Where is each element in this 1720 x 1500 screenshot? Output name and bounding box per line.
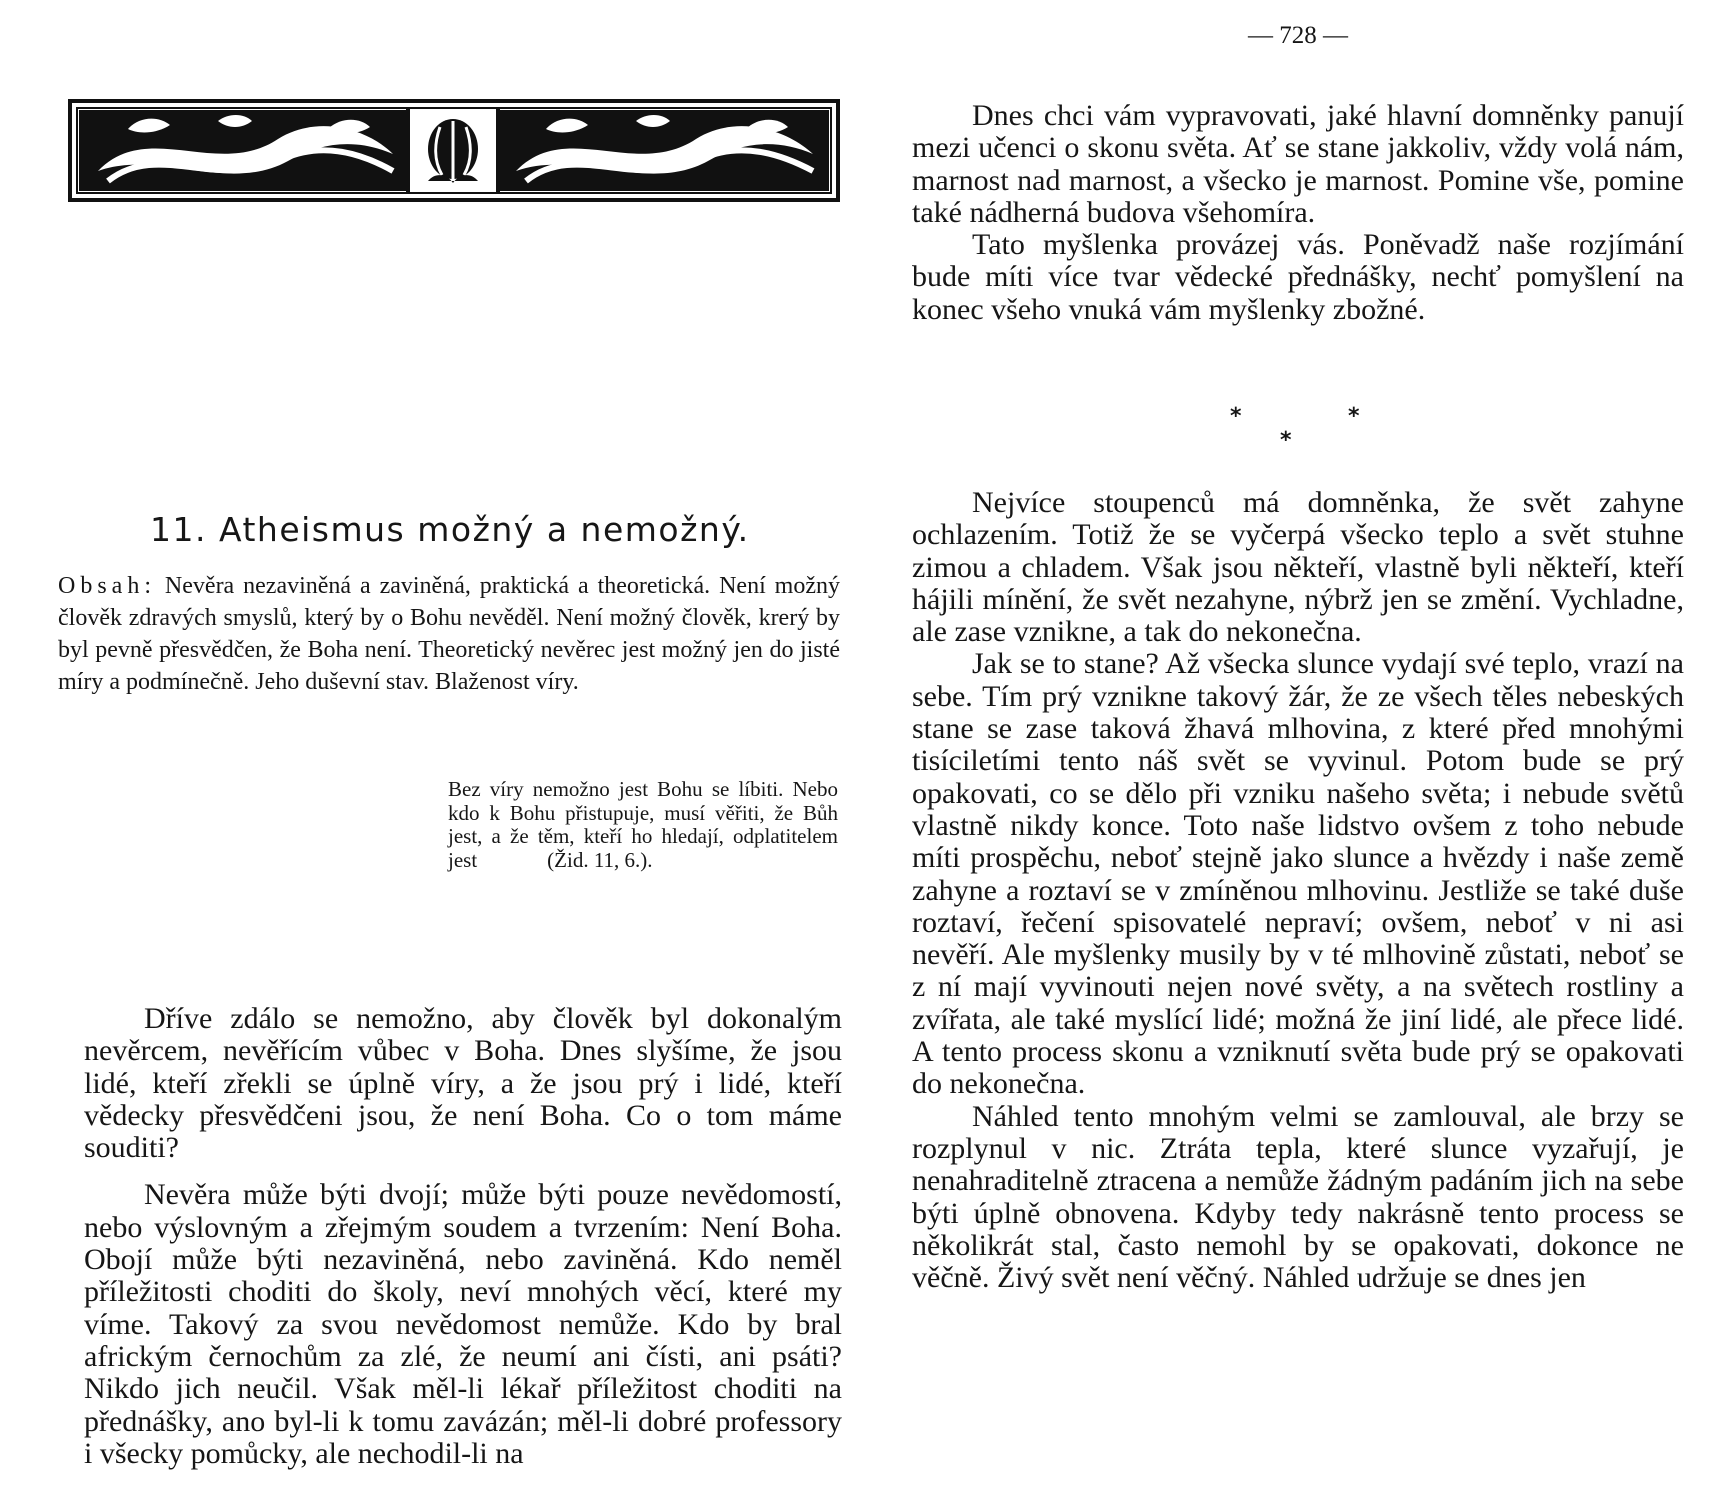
- ornament-right-panel: [500, 110, 829, 191]
- right-column-body: [912, 487, 1684, 1294]
- summary-text: Nevěra nezaviněná a zaviněná, praktická a theoretická. Není možný člověk zdravých smyslů, který by o Bohu nevěděl. Není možný člověk, krerý by byl pevně přesvědčen, že Boha není. Theoretický nevěrec jest možný jen do jisté míry a podmínečně. Jeho duševní stav. Blaženost víry.: [58, 573, 840, 695]
- chapter-title: 11. Atheismus možný a nemožný.: [150, 510, 750, 549]
- summary-label: Obsah:: [58, 573, 156, 599]
- decorative-header-ornament: [68, 99, 840, 202]
- ornament-center-panel: [408, 108, 498, 193]
- body-paragraph: Jak se to stane? Až všecka slunce vydají své teplo, vrazí na sebe. Tím prý vznikne takový žár, že ze všech těles nebeských stane se zase taková žhavá mlhovina, z které před mnohými tisíciletími tento náš svět se vyvinul. Potom bude se prý opakovati, co se dělo při vzniku našeho světa; i nebude světů vlastně nikdy konce. Toto naše lidstvo ovšem z toho nebude míti prospěchu, neboť stejně jako slunce a hvězdy i naše země zahyne a roztaví se v zmíněnou mlhovinu. Jestliže se také duše roztaví, řečení spisovatelé nepraví; ovšem, neboť v ni asi nevěří. Ale myšlenky musily by v té mlhovině zůstati, neboť se z ní mají vyvinouti nejen nové světy, a na světech rostliny a zvířata, ale také myslící lidé; možná že jiní lidé, ale přece lidé. A tento process skonu a vzniknutí světa bude prý se opakovati do nekonečna.: [912, 647, 1684, 1101]
- right-column-intro: [912, 100, 1684, 326]
- chapter-summary: [58, 570, 840, 698]
- body-paragraph: Náhled tento mnohým velmi se zamlouval, ale brzy se rozplynul v nic. Ztráta tepla, které slunce vyzařují, je nenahraditelně ztracena a nemůže žádným padáním jich na sebe býti úplně obnovena. Kdyby tedy nakrásně tento process se několikrát stal, často nemohl by se opakovati, dokonce ne věčně. Živý svět není věčný. Náhled udržuje se dnes jen: [912, 1099, 1684, 1295]
- ornament-left-panel: [79, 110, 407, 191]
- body-paragraph: Nejvíce stoupenců má domněnka, že svět zahyne ochlazením. Totiž že se vyčerpá všecko teplo a svět stuhne zimou a chladem. Však jsou někteří, vlastně byli někteří, kteří hájili mínění, že svět nezahyne, nýbrž jen se změní. Vychladne, ale zase vznikne, a tak do nekonečna.: [912, 486, 1684, 649]
- page-number: — 728 —: [1248, 22, 1348, 49]
- chapter-motto: [448, 778, 838, 872]
- section-separator-stars: [1230, 404, 1390, 453]
- separator-star: *: [1230, 404, 1242, 429]
- body-paragraph: Dříve zdálo se nemožno, aby člověk byl dokonalým nevěrcem, nevěřícím vůbec v Boha. Dnes slyšíme, že jsou lidé, kteří zřekli se úplně víry, a že jsou prý i lidé, kteří vědecky přesvědčeni jsou, že není Boha. Co o tom máme souditi?: [84, 1002, 842, 1165]
- separator-star: *: [1348, 404, 1360, 429]
- motto-text: Bez víry nemožno jest Bohu se líbiti. Nebo kdo k Bohu přistupuje, musí věřiti, že Bůh jest, a že těm, kteří ho hledají, odplatitelem jest: [448, 777, 838, 872]
- intro-paragraph: Dnes chci vám vypravovati, jaké hlavní domněnky panují mezi učenci o skonu světa. Ať se stane jakkoliv, vždy volá nám, marnost nad marnost, a všecko je marnost. Pomine vše, pomine také nádherná budova všehomíra.: [912, 99, 1684, 229]
- body-paragraph: Nevěra může býti dvojí; může býti pouze nevědomostí, nebo výslovným a zřejmým soudem a tvrzením: Není Boha. Obojí může býti nezaviněná, nebo zaviněná. Kdo neměl příležitosti choditi do školy, neví mnohých věcí, které my víme. Takový za svou nevědomost nemůže. Kdo by bral africkým černochům za zlé, že neumí ani čísti, ani psáti? Nikdo jich neučil. Však měl-li lékař příležitost choditi na přednášky, ano byl-li k tomu zavázán; měl-li dobré professory i všecky pomůcky, ale nechodil-li na: [84, 1178, 842, 1470]
- left-column-body: [84, 1003, 842, 1470]
- motto-reference: (Žid. 11, 6.).: [547, 847, 653, 872]
- separator-star: *: [1280, 428, 1292, 453]
- intro-paragraph: Tato myšlenka provázej vás. Poněvadž naše rozjímání bude míti více tvar vědecké přednášky, nechť pomyšlení na konec všeho vnuká vám myšlenky zbožné.: [912, 228, 1684, 326]
- motto-quote: [448, 778, 838, 872]
